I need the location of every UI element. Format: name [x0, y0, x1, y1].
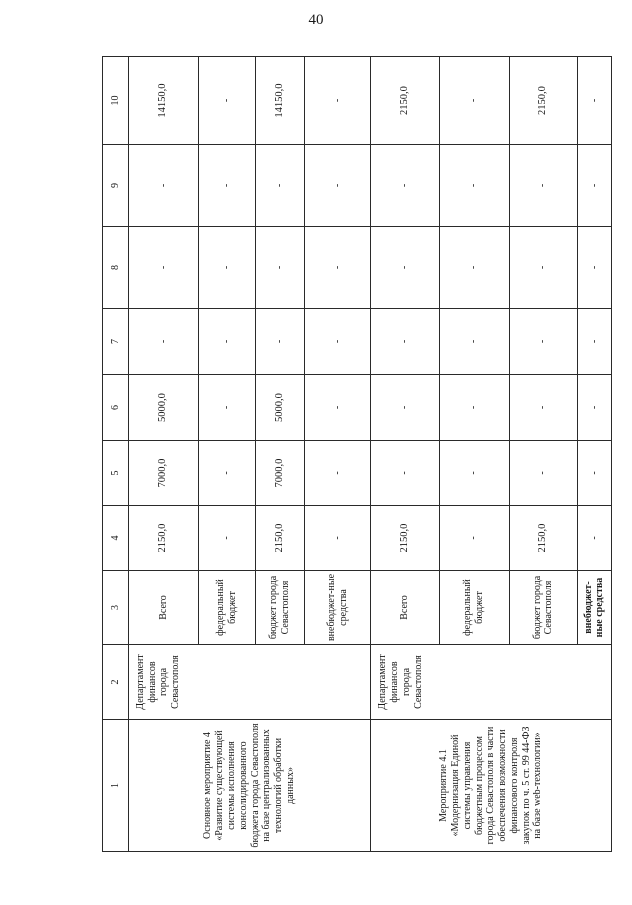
value-cell: -	[371, 309, 439, 375]
value-cell: 14150,0	[255, 57, 305, 145]
value-cell: -	[199, 506, 256, 571]
value-cell: 2150,0	[255, 506, 305, 571]
activity-name: Основное мероприятие 4 «Развитие существующей системы исполнения консолидированного бюджета города Севастополя на базе централизованных технологий обработки данных»	[128, 720, 371, 852]
value-cell: 7000,0	[255, 441, 305, 506]
col-number: 9	[103, 145, 129, 227]
value-cell: 2150,0	[509, 506, 577, 571]
value-cell: -	[577, 506, 611, 571]
value-cell: -	[371, 145, 439, 227]
value-cell: -	[439, 441, 509, 506]
value-cell: -	[439, 57, 509, 145]
value-cell: -	[509, 227, 577, 309]
value-cell: -	[128, 227, 198, 309]
value-cell: 2150,0	[371, 57, 439, 145]
funding-source: Всего	[128, 571, 198, 645]
value-cell: -	[255, 227, 305, 309]
value-cell: 2150,0	[128, 506, 198, 571]
funding-source: бюджет города Севастополя	[509, 571, 577, 645]
col-number: 2	[103, 645, 129, 720]
value-cell: -	[577, 375, 611, 441]
value-cell: -	[371, 441, 439, 506]
value-cell: -	[305, 145, 371, 227]
col-number: 5	[103, 441, 129, 506]
value-cell: 7000,0	[128, 441, 198, 506]
value-cell: -	[199, 441, 256, 506]
value-cell: -	[577, 57, 611, 145]
responsible-department: Департамент финансов города Севастополя	[371, 645, 612, 720]
value-cell: -	[509, 145, 577, 227]
col-number: 6	[103, 375, 129, 441]
rotated-table-container	[102, 57, 612, 852]
value-cell: -	[305, 309, 371, 375]
funding-source: федеральный бюджет	[439, 571, 509, 645]
value-cell: -	[305, 57, 371, 145]
value-cell: 14150,0	[128, 57, 198, 145]
col-number: 3	[103, 571, 129, 645]
value-cell: -	[577, 145, 611, 227]
value-cell: -	[199, 145, 256, 227]
value-cell: -	[128, 309, 198, 375]
value-cell: -	[371, 227, 439, 309]
value-cell: -	[199, 375, 256, 441]
value-cell: -	[439, 506, 509, 571]
funding-source: внебюджет-ные средства	[305, 571, 371, 645]
value-cell: -	[509, 375, 577, 441]
value-cell: 2150,0	[371, 506, 439, 571]
value-cell: -	[255, 309, 305, 375]
value-cell: 5000,0	[255, 375, 305, 441]
value-cell: -	[439, 375, 509, 441]
value-cell: -	[577, 441, 611, 506]
value-cell: -	[305, 506, 371, 571]
column-number-row	[103, 57, 129, 852]
value-cell: -	[577, 227, 611, 309]
table-row	[128, 57, 198, 852]
table-row	[371, 57, 439, 852]
col-number: 7	[103, 309, 129, 375]
value-cell: -	[371, 375, 439, 441]
value-cell: -	[199, 227, 256, 309]
value-cell: 2150,0	[509, 57, 577, 145]
value-cell: -	[577, 309, 611, 375]
funding-source: Всего	[371, 571, 439, 645]
value-cell: -	[509, 309, 577, 375]
value-cell: -	[439, 309, 509, 375]
activity-name: Мероприятие 4.1 «Модернизация Единой системы управления бюджетным процессом города Севастополя в части обеспечения возможности финансового контроля закупок по ч. 5 ст. 99 44-ФЗ на базе web-технологии»	[371, 720, 612, 852]
page-number: 40	[308, 12, 324, 28]
col-number: 8	[103, 227, 129, 309]
value-cell: -	[509, 441, 577, 506]
value-cell: -	[305, 375, 371, 441]
program-funding-table	[102, 56, 612, 852]
col-number: 1	[103, 720, 129, 852]
funding-source: бюджет города Севастополя	[255, 571, 305, 645]
responsible-department: Департамент финансов города Севастополя	[128, 645, 371, 720]
value-cell: -	[199, 309, 256, 375]
value-cell: -	[439, 227, 509, 309]
funding-source: внебюджет-ные средства	[577, 571, 611, 645]
funding-source: федеральный бюджет	[199, 571, 256, 645]
value-cell: -	[439, 145, 509, 227]
value-cell: -	[199, 57, 256, 145]
value-cell: -	[255, 145, 305, 227]
value-cell: -	[305, 441, 371, 506]
value-cell: -	[128, 145, 198, 227]
col-number: 4	[103, 506, 129, 571]
col-number: 10	[103, 57, 129, 145]
value-cell: -	[305, 227, 371, 309]
value-cell: 5000,0	[128, 375, 198, 441]
